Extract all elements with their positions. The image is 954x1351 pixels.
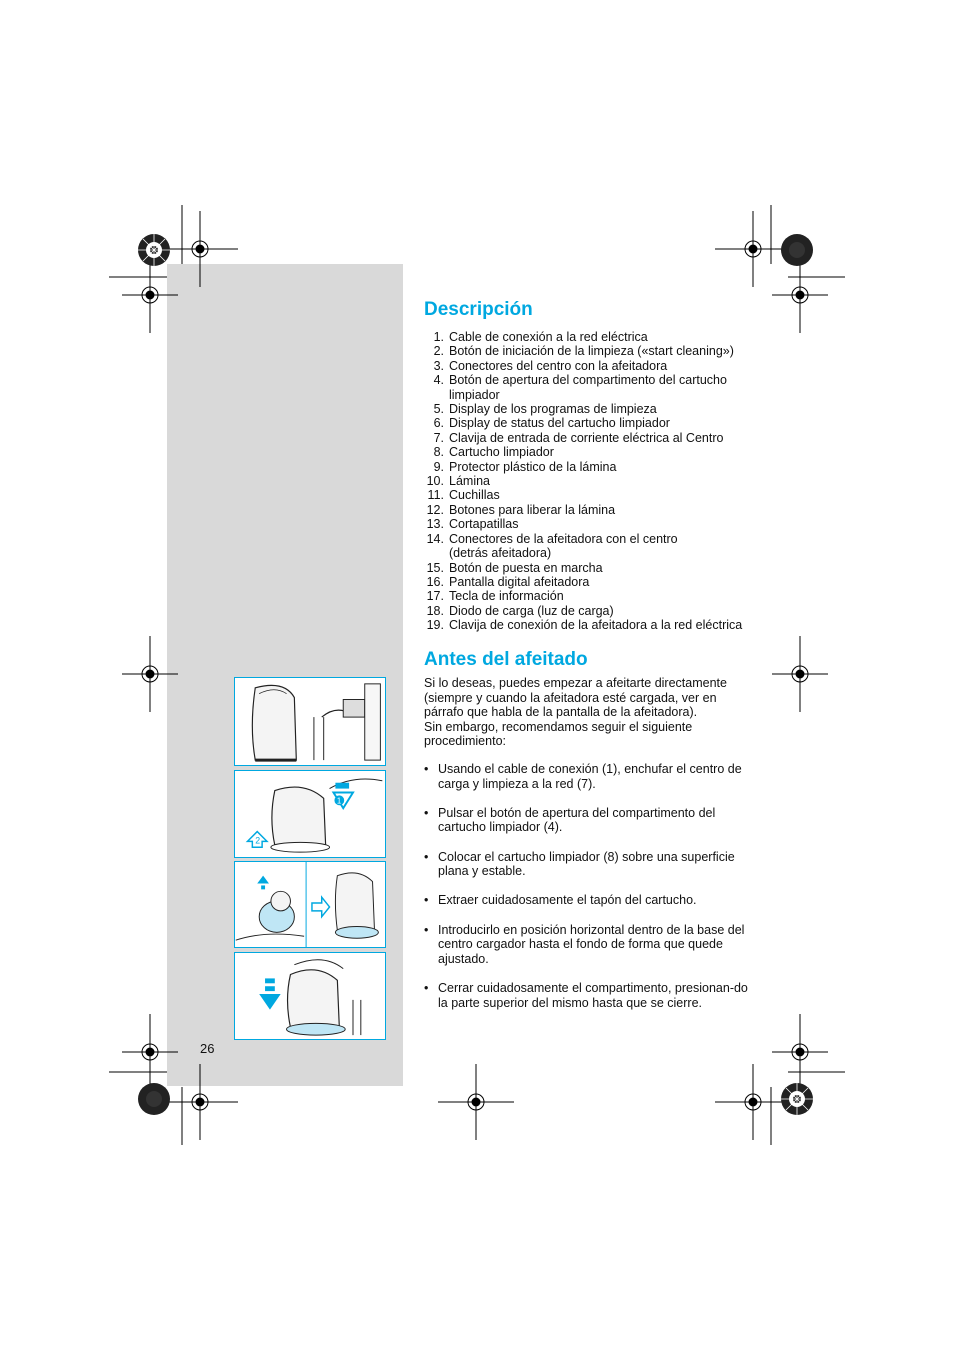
list-item-text: Tecla de información: [449, 589, 564, 604]
list-item: [424, 604, 764, 618]
procedure-step: [424, 893, 759, 908]
list-item-number: 1.: [433, 330, 444, 344]
list-item-number: 6.: [433, 416, 444, 431]
list-item: [424, 488, 764, 502]
bullet-icon: •: [424, 849, 429, 864]
procedure-step-text: Cerrar cuidadosamente el compartimento, presionan-do la parte superior del mismo hasta que se cierre.: [438, 980, 748, 1010]
list-item-number: 8.: [433, 445, 444, 460]
illustration-open-compartment: [234, 770, 386, 858]
procedure-step-text: Extraer cuidadosamente el tapón del cartucho.: [438, 893, 697, 908]
illustration-close-compartment: [234, 952, 386, 1040]
charger-plug-drawing: [235, 678, 385, 765]
list-item-number: 11.: [427, 488, 444, 503]
bullet-icon: •: [424, 980, 429, 995]
section-title-antes-del-afeitado: Antes del afeitado: [424, 649, 588, 670]
illustration-plug-in: [234, 677, 386, 766]
procedure-step: [424, 762, 759, 791]
list-item-text: Clavija de entrada de corriente eléctrica al Centro: [449, 430, 724, 445]
list-item-number: 3.: [433, 358, 444, 373]
list-item-number: 19.: [426, 618, 444, 633]
list-item: [424, 532, 764, 561]
list-item-text: Pantalla digital afeitadora: [449, 574, 590, 589]
list-item-text: Cortapatillas: [449, 517, 519, 532]
list-item-number: 18.: [426, 603, 444, 618]
procedure-step-text: Colocar el cartucho limpiador (8) sobre una superficie plana y estable.: [438, 849, 735, 879]
illustration-cartridge: [234, 861, 386, 948]
list-item-text: Lámina: [449, 474, 490, 489]
parts-list: [424, 330, 764, 633]
intro-paragraph: Si lo deseas, puedes empezar a afeitarte directamente (siempre y cuando la afeitadora esté cargada, ver en párrafo que habla de la pantalla de la afeitadora). Sin embargo, recomendamos seguir el siguiente procedimiento:: [424, 676, 727, 749]
list-item: [424, 618, 764, 632]
step-marker-1: 1: [336, 796, 342, 806]
list-item-text: Diodo de carga (luz de carga): [449, 603, 614, 618]
list-item-text: Protector plástico de la lámina: [449, 459, 617, 474]
list-item-text: Clavija de conexión de la afeitadora a la red eléctrica: [449, 618, 743, 633]
list-item: [424, 561, 764, 575]
list-item-text: Cable de conexión a la red eléctrica: [449, 330, 648, 344]
list-item: [424, 460, 764, 474]
list-item-text: Conectores de la afeitadora con el centro (detrás afeitadora): [449, 531, 678, 561]
procedure-step-text: Usando el cable de conexión (1), enchufar el centro de carga y limpieza a la red (7).: [438, 762, 742, 791]
list-item-text: Botón de puesta en marcha: [449, 560, 603, 575]
list-item: [424, 445, 764, 459]
list-item-number: 16.: [426, 574, 444, 589]
cartridge-drawing: [235, 862, 385, 947]
step-marker-2: 2: [255, 835, 261, 846]
open-compartment-drawing: [235, 771, 385, 857]
list-item-text: Botón de iniciación de la limpieza («start cleaning»): [449, 344, 734, 359]
procedure-step: [424, 923, 759, 967]
list-item-text: Cuchillas: [449, 488, 500, 503]
list-item: [424, 344, 764, 358]
list-item: [424, 330, 764, 344]
list-item: [424, 373, 764, 402]
list-item-number: 9.: [433, 459, 444, 474]
list-item-number: 2.: [433, 344, 444, 359]
list-item-text: Display de status del cartucho limpiador: [449, 416, 670, 431]
list-item-number: 4.: [433, 373, 444, 388]
list-item-text: Cartucho limpiador: [449, 445, 554, 460]
list-item-text: Botón de apertura del compartimento del cartucho limpiador: [449, 373, 727, 402]
list-item: [424, 359, 764, 373]
bullet-icon: •: [424, 805, 429, 820]
procedure-step: [424, 981, 759, 1010]
procedure-step-text: Pulsar el botón de apertura del compartimento del cartucho limpiador (4).: [438, 805, 716, 835]
list-item: [424, 575, 764, 589]
procedure-list: [424, 762, 759, 1025]
section-title-descripcion: Descripción: [424, 299, 533, 320]
list-item-text: Botones para liberar la lámina: [449, 502, 616, 517]
list-item-text: Display de los programas de limpieza: [449, 402, 657, 417]
procedure-step: [424, 806, 759, 835]
list-item: [424, 431, 764, 445]
list-item: [424, 503, 764, 517]
list-item: [424, 416, 764, 430]
list-item: [424, 474, 764, 488]
bullet-icon: •: [424, 893, 429, 908]
close-compartment-drawing: [235, 953, 385, 1039]
list-item-number: 12.: [426, 502, 444, 517]
list-item: [424, 589, 764, 603]
list-item-number: 7.: [433, 430, 444, 445]
list-item-number: 10.: [426, 474, 444, 489]
list-item: [424, 402, 764, 416]
list-item: [424, 517, 764, 531]
procedure-step-text: Introducirlo en posición horizontal dentro de la base del centro cargador hasta el fondo de forma que quede ajustado.: [438, 922, 745, 966]
list-item-number: 5.: [433, 402, 444, 417]
list-item-number: 17.: [426, 589, 444, 604]
procedure-step: [424, 850, 759, 879]
bullet-icon: •: [424, 922, 429, 937]
page-number: 26: [200, 1041, 215, 1056]
list-item-text: Conectores del centro con la afeitadora: [449, 358, 668, 373]
list-item-number: 14.: [426, 531, 444, 546]
list-item-number: 15.: [426, 560, 444, 575]
list-item-number: 13.: [426, 517, 444, 532]
bullet-icon: •: [424, 762, 429, 776]
